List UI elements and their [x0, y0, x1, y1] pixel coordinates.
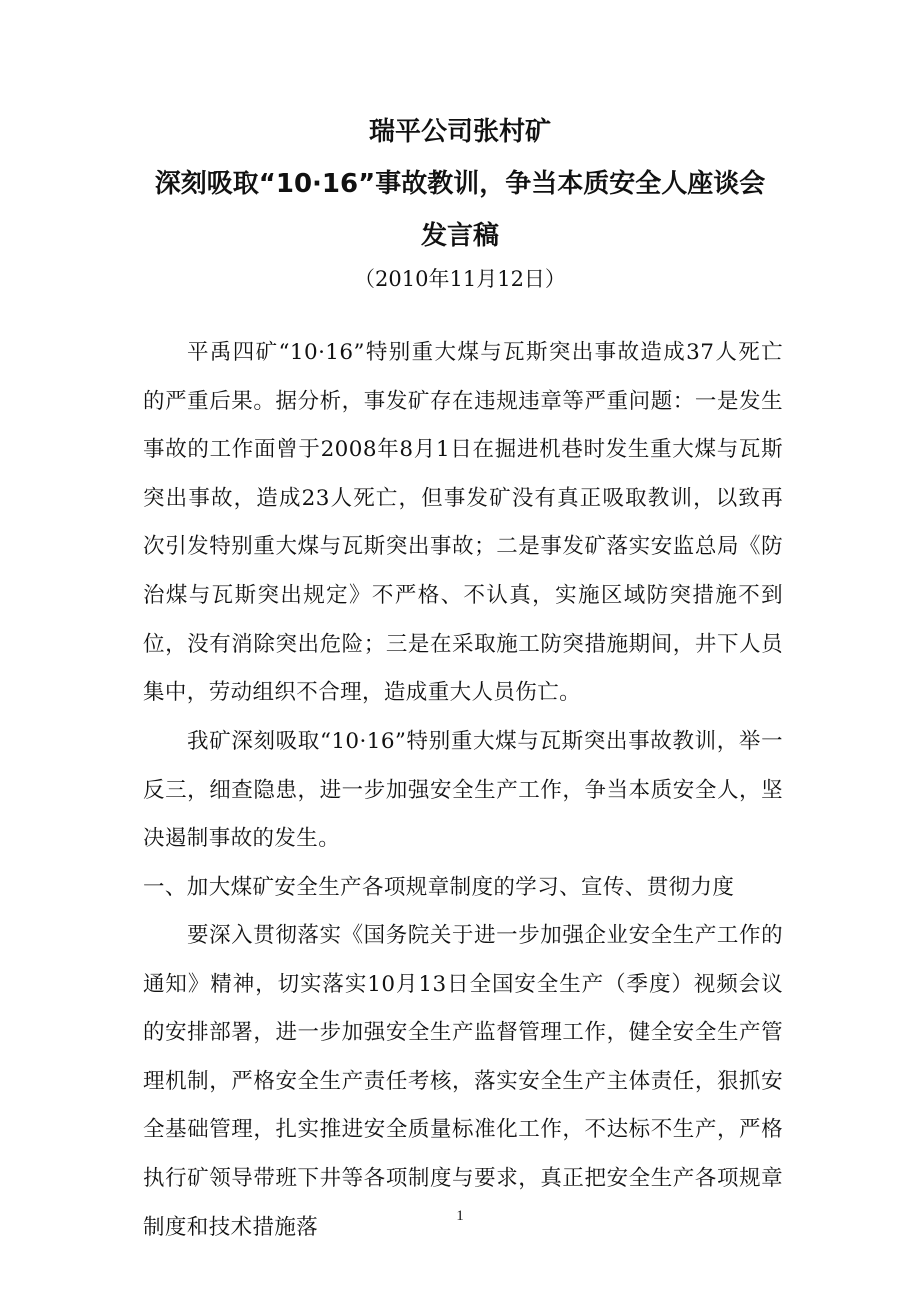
- paragraph-accident-summary: 平禹四矿“10·16”特别重大煤与瓦斯突出事故造成37人死亡的严重后果。据分析，事发矿存在违规违章等严重问题：一是发生事故的工作面曾于2008年8月1日在掘进机巷时发生重大煤与瓦斯突出事故，造成23人死亡，但事发矿没有真正吸取教训，以致再次引发特别重大煤与瓦斯突出事故；二是事发矿落实安监总局《防治煤与瓦斯突出规定》不严格、不认真，实施区域防突措施不到位，没有消除突出危险；三是在采取施工防突措施期间，井下人员集中，劳动组织不合理，造成重大人员伤亡。: [143, 340, 783, 706]
- speech-date: （2010年11月12日）: [354, 267, 566, 291]
- section-heading-1: 一、加大煤矿安全生产各项规章制度的学习、宣传、贯彻力度: [143, 875, 735, 900]
- title-company: 瑞平公司张村矿: [368, 117, 551, 147]
- paragraph-lessons: 我矿深刻吸取“10·16”特别重大煤与瓦斯突出事故教训，举一反三，细查隐患，进一步加强安全生产工作，争当本质安全人，坚决遏制事故的发生。: [143, 729, 783, 852]
- page-number: 1: [456, 1208, 464, 1224]
- title-speech: 发言稿: [420, 221, 499, 251]
- paragraph-implementation: 要深入贯彻落实《国务院关于进一步加强企业安全生产工作的通知》精神，切实落实10月13日全国安全生产（季度）视频会议的安排部署，进一步加强安全生产监督管理工作，健全安全生产管理机制，严格安全生产责任考核，落实安全生产主体责任，狠抓安全基础管理，扎实推进安全质量标准化工作，不达标不生产，严格执行矿领导带班下井等各项制度与要求，真正把安全生产各项规章制度和技术措施落: [143, 923, 783, 1240]
- title-meeting: 深刻吸取“10·16”事故教训，争当本质安全人座谈会: [154, 169, 766, 199]
